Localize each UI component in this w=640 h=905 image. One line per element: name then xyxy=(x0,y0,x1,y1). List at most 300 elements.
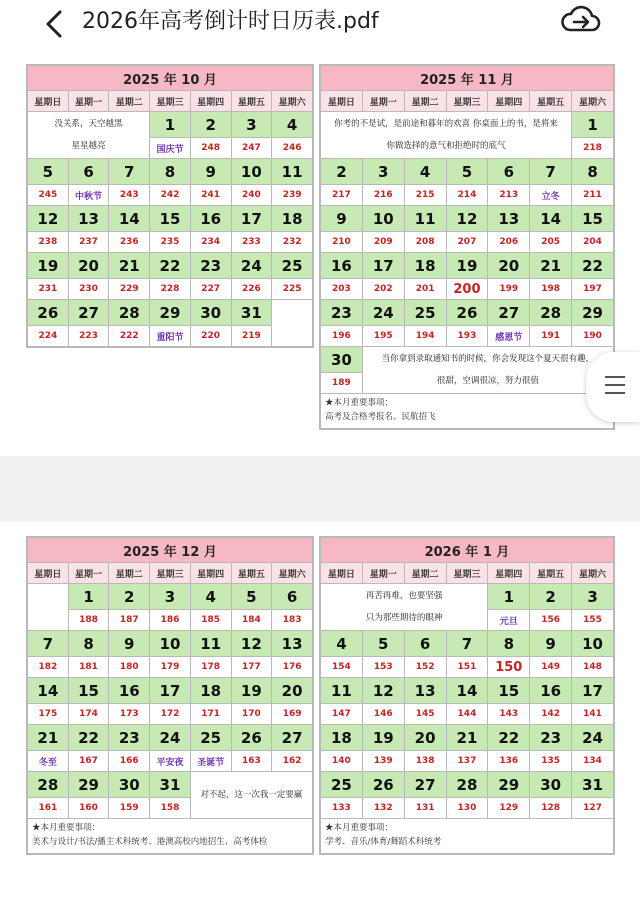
countdown-cell: 241 xyxy=(190,185,231,206)
date-cell: 11 xyxy=(272,159,313,185)
date-cell: 14 xyxy=(530,206,572,232)
notes-box xyxy=(28,819,313,854)
countdown-cell: 180 xyxy=(109,657,150,678)
quote-line: 你考的不是试，是前途和暮年的欢喜 你桌面上的书，是将来 xyxy=(334,119,558,129)
countdown-cell: 225 xyxy=(272,279,313,300)
date-cell: 10 xyxy=(362,206,404,232)
date-cell: 1 xyxy=(488,584,530,610)
date-cell: 9 xyxy=(321,206,363,232)
date-cell: 2 xyxy=(109,584,150,610)
month-title: 2026 年 1 月 xyxy=(321,538,614,563)
date-cell: 7 xyxy=(446,631,488,657)
countdown-cell: 140 xyxy=(321,751,363,772)
countdown-cell: 238 xyxy=(28,232,69,253)
countdown-cell: 217 xyxy=(321,185,363,206)
date-cell: 21 xyxy=(530,253,572,279)
countdown-cell: 173 xyxy=(109,704,150,725)
weekday-tue: 星期二 xyxy=(404,91,446,112)
date-cell: 20 xyxy=(404,725,446,751)
countdown-cell: 195 xyxy=(362,326,404,347)
date-cell: 20 xyxy=(272,678,313,704)
date-cell: 19 xyxy=(362,725,404,751)
date-cell: 28 xyxy=(109,300,150,326)
holiday-label: 平安夜 xyxy=(150,751,191,772)
date-cell: 31 xyxy=(572,772,614,798)
holiday-label: 圣诞节 xyxy=(190,751,231,772)
document-title: 2026年高考倒计时日历表.pdf xyxy=(82,9,379,34)
date-cell: 26 xyxy=(231,725,272,751)
notes-box xyxy=(321,819,614,854)
quote-line: 很甜，空调很凉，努力很值 xyxy=(436,376,539,386)
date-cell: 5 xyxy=(231,584,272,610)
countdown-cell: 188 xyxy=(68,610,109,631)
date-cell: 27 xyxy=(404,772,446,798)
back-arrow-icon[interactable] xyxy=(40,6,72,46)
countdown-cell: 234 xyxy=(190,232,231,253)
date-cell: 5 xyxy=(362,631,404,657)
date-cell: 8 xyxy=(68,631,109,657)
date-cell: 6 xyxy=(272,584,313,610)
date-cell: 29 xyxy=(572,300,614,326)
date-cell: 10 xyxy=(572,631,614,657)
month-title: 2025 年 12 月 xyxy=(28,538,313,563)
date-cell: 16 xyxy=(321,253,363,279)
date-cell: 19 xyxy=(28,253,69,279)
countdown-cell: 185 xyxy=(190,610,231,631)
date-cell: 15 xyxy=(488,678,530,704)
date-cell: 10 xyxy=(150,631,191,657)
countdown-cell: 222 xyxy=(109,326,150,347)
countdown-cell: 220 xyxy=(190,326,231,347)
date-cell: 28 xyxy=(28,772,69,798)
calendar-oct xyxy=(26,64,314,348)
notes-text: 学考、音乐/体育/舞蹈术科统考 xyxy=(325,837,442,847)
countdown-cell: 148 xyxy=(572,657,614,678)
weekday-thu: 星期四 xyxy=(488,563,530,584)
holiday-label: 中秋节 xyxy=(68,185,109,206)
weekday-fri: 星期五 xyxy=(530,563,572,584)
date-cell: 22 xyxy=(572,253,614,279)
date-cell: 24 xyxy=(572,725,614,751)
countdown-cell: 204 xyxy=(572,232,614,253)
date-cell: 14 xyxy=(446,678,488,704)
countdown-cell: 245 xyxy=(28,185,69,206)
countdown-cell: 246 xyxy=(272,138,313,159)
countdown-cell: 214 xyxy=(446,185,488,206)
date-cell: 28 xyxy=(530,300,572,326)
countdown-cell: 133 xyxy=(321,798,363,819)
countdown-cell: 156 xyxy=(530,610,572,631)
date-cell: 25 xyxy=(321,772,363,798)
countdown-cell: 218 xyxy=(572,138,614,159)
date-cell: 15 xyxy=(572,206,614,232)
weekday-thu: 星期四 xyxy=(190,563,231,584)
date-cell: 13 xyxy=(404,678,446,704)
date-cell: 16 xyxy=(190,206,231,232)
date-cell: 1 xyxy=(150,112,191,138)
countdown-cell: 224 xyxy=(28,326,69,347)
date-cell: 11 xyxy=(321,678,363,704)
date-cell: 24 xyxy=(150,725,191,751)
date-cell: 19 xyxy=(446,253,488,279)
date-cell: 25 xyxy=(190,725,231,751)
quote-box xyxy=(362,347,613,394)
date-cell: 23 xyxy=(109,725,150,751)
weekday-sun: 星期日 xyxy=(321,563,363,584)
weekday-mon: 星期一 xyxy=(68,563,109,584)
weekday-sat: 星期六 xyxy=(272,563,313,584)
countdown-cell: 175 xyxy=(28,704,69,725)
date-cell: 23 xyxy=(190,253,231,279)
date-cell: 13 xyxy=(488,206,530,232)
holiday-label: 立冬 xyxy=(530,185,572,206)
date-cell: 1 xyxy=(572,112,614,138)
countdown-cell: 210 xyxy=(321,232,363,253)
countdown-cell: 201 xyxy=(404,279,446,300)
date-cell: 20 xyxy=(68,253,109,279)
month-title: 2025 年 11 月 xyxy=(321,66,614,91)
date-cell: 9 xyxy=(190,159,231,185)
date-cell: 22 xyxy=(488,725,530,751)
countdown-cell: 213 xyxy=(488,185,530,206)
date-cell: 4 xyxy=(272,112,313,138)
countdown-cell: 143 xyxy=(488,704,530,725)
countdown-cell: 178 xyxy=(190,657,231,678)
date-cell: 11 xyxy=(190,631,231,657)
date-cell: 12 xyxy=(231,631,272,657)
quote-line: 你做选择的意气和拒绝时的底气 xyxy=(386,141,506,151)
weekday-tue: 星期二 xyxy=(404,563,446,584)
countdown-cell: 159 xyxy=(109,798,150,819)
date-cell: 27 xyxy=(272,725,313,751)
countdown-cell: 235 xyxy=(150,232,191,253)
countdown-cell: 162 xyxy=(272,751,313,772)
date-cell: 21 xyxy=(109,253,150,279)
countdown-cell: 136 xyxy=(488,751,530,772)
quote-box xyxy=(321,584,488,631)
countdown-cell: 202 xyxy=(362,279,404,300)
countdown-cell: 190 xyxy=(572,326,614,347)
date-cell: 22 xyxy=(68,725,109,751)
quote-box xyxy=(321,112,572,159)
cloud-upload-icon[interactable] xyxy=(560,0,602,40)
date-cell: 18 xyxy=(190,678,231,704)
holiday-label: 元旦 xyxy=(488,610,530,631)
holiday-label: 冬至 xyxy=(28,751,69,772)
date-cell: 18 xyxy=(321,725,363,751)
date-cell: 29 xyxy=(488,772,530,798)
date-cell: 6 xyxy=(68,159,109,185)
countdown-cell: 127 xyxy=(572,798,614,819)
holiday-label: 重阳节 xyxy=(150,326,191,347)
date-cell: 17 xyxy=(572,678,614,704)
countdown-cell: 226 xyxy=(231,279,272,300)
countdown-cell: 139 xyxy=(362,751,404,772)
countdown-cell: 152 xyxy=(404,657,446,678)
countdown-cell: 243 xyxy=(109,185,150,206)
date-cell: 18 xyxy=(404,253,446,279)
notes-title: ★本月重要事项： xyxy=(32,823,101,833)
date-cell: 25 xyxy=(272,253,313,279)
date-cell: 31 xyxy=(150,772,191,798)
countdown-cell: 216 xyxy=(362,185,404,206)
weekday-mon: 星期一 xyxy=(362,563,404,584)
date-cell: 24 xyxy=(231,253,272,279)
countdown-cell: 179 xyxy=(150,657,191,678)
date-cell: 27 xyxy=(68,300,109,326)
date-cell: 4 xyxy=(321,631,363,657)
countdown-cell: 183 xyxy=(272,610,313,631)
date-cell: 21 xyxy=(446,725,488,751)
empty-cell xyxy=(272,300,313,347)
quote-line: 星星越亮 xyxy=(71,141,106,151)
date-cell: 7 xyxy=(109,159,150,185)
weekday-tue: 星期二 xyxy=(109,91,150,112)
countdown-cell: 177 xyxy=(231,657,272,678)
countdown-cell: 191 xyxy=(530,326,572,347)
countdown-cell: 151 xyxy=(446,657,488,678)
quote-box xyxy=(190,772,312,819)
date-cell: 13 xyxy=(68,206,109,232)
date-cell: 31 xyxy=(231,300,272,326)
countdown-cell: 172 xyxy=(150,704,191,725)
countdown-cell: 186 xyxy=(150,610,191,631)
date-cell: 25 xyxy=(404,300,446,326)
countdown-cell: 158 xyxy=(150,798,191,819)
countdown-cell: 239 xyxy=(272,185,313,206)
countdown-cell-highlight: 150 xyxy=(488,657,530,678)
countdown-cell: 163 xyxy=(231,751,272,772)
countdown-cell: 176 xyxy=(272,657,313,678)
countdown-cell: 189 xyxy=(321,373,363,394)
countdown-cell: 208 xyxy=(404,232,446,253)
date-cell: 17 xyxy=(362,253,404,279)
weekday-sun: 星期日 xyxy=(28,91,69,112)
countdown-cell: 228 xyxy=(150,279,191,300)
weekday-thu: 星期四 xyxy=(488,91,530,112)
date-cell: 14 xyxy=(28,678,69,704)
countdown-cell: 141 xyxy=(572,704,614,725)
countdown-cell: 130 xyxy=(446,798,488,819)
weekday-mon: 星期一 xyxy=(362,91,404,112)
date-cell: 16 xyxy=(109,678,150,704)
date-cell: 14 xyxy=(109,206,150,232)
date-cell: 30 xyxy=(109,772,150,798)
date-cell: 9 xyxy=(530,631,572,657)
date-cell: 3 xyxy=(362,159,404,185)
countdown-cell: 146 xyxy=(362,704,404,725)
countdown-cell: 233 xyxy=(231,232,272,253)
date-cell: 8 xyxy=(488,631,530,657)
date-cell: 26 xyxy=(362,772,404,798)
date-cell: 2 xyxy=(190,112,231,138)
countdown-cell: 138 xyxy=(404,751,446,772)
date-cell: 30 xyxy=(321,347,363,373)
top-bar xyxy=(0,0,640,56)
date-cell: 15 xyxy=(68,678,109,704)
calendar-nov xyxy=(319,64,615,430)
menu-icon[interactable] xyxy=(586,352,640,422)
weekday-thu: 星期四 xyxy=(190,91,231,112)
countdown-cell: 170 xyxy=(231,704,272,725)
date-cell: 2 xyxy=(321,159,363,185)
date-cell: 12 xyxy=(362,678,404,704)
weekday-sun: 星期日 xyxy=(28,563,69,584)
date-cell: 27 xyxy=(488,300,530,326)
weekday-sat: 星期六 xyxy=(572,91,614,112)
countdown-cell: 187 xyxy=(109,610,150,631)
countdown-cell: 229 xyxy=(109,279,150,300)
countdown-cell: 219 xyxy=(231,326,272,347)
date-cell: 4 xyxy=(190,584,231,610)
calendar-jan xyxy=(319,536,615,855)
weekday-wed: 星期三 xyxy=(446,91,488,112)
weekday-fri: 星期五 xyxy=(231,563,272,584)
countdown-cell: 196 xyxy=(321,326,363,347)
date-cell: 7 xyxy=(530,159,572,185)
date-cell: 22 xyxy=(150,253,191,279)
countdown-cell: 132 xyxy=(362,798,404,819)
countdown-cell: 207 xyxy=(446,232,488,253)
countdown-cell: 194 xyxy=(404,326,446,347)
countdown-cell: 169 xyxy=(272,704,313,725)
countdown-cell: 137 xyxy=(446,751,488,772)
countdown-cell: 206 xyxy=(488,232,530,253)
countdown-cell: 147 xyxy=(321,704,363,725)
date-cell: 17 xyxy=(150,678,191,704)
quote-line: 对不起，这一次我一定要赢 xyxy=(200,790,303,800)
countdown-cell: 144 xyxy=(446,704,488,725)
date-cell: 9 xyxy=(109,631,150,657)
date-cell: 8 xyxy=(572,159,614,185)
date-cell: 3 xyxy=(150,584,191,610)
countdown-cell: 215 xyxy=(404,185,446,206)
countdown-cell: 193 xyxy=(446,326,488,347)
page-gap xyxy=(0,456,640,522)
month-title: 2025 年 10 月 xyxy=(28,66,313,91)
quote-line: 再苦再难，也要坚强 xyxy=(365,591,443,601)
countdown-cell: 149 xyxy=(530,657,572,678)
date-cell: 18 xyxy=(272,206,313,232)
countdown-cell: 184 xyxy=(231,610,272,631)
date-cell: 4 xyxy=(404,159,446,185)
countdown-cell: 145 xyxy=(404,704,446,725)
calendar-dec xyxy=(26,536,314,855)
notes-text: 美术与设计/书法/播主术科统考、港澳高校内地招生、高考体检 xyxy=(32,837,268,847)
date-cell: 6 xyxy=(488,159,530,185)
date-cell: 21 xyxy=(28,725,69,751)
countdown-cell: 174 xyxy=(68,704,109,725)
date-cell: 7 xyxy=(28,631,69,657)
countdown-cell: 231 xyxy=(28,279,69,300)
weekday-sat: 星期六 xyxy=(272,91,313,112)
countdown-cell: 247 xyxy=(231,138,272,159)
countdown-cell: 232 xyxy=(272,232,313,253)
date-cell: 5 xyxy=(446,159,488,185)
date-cell: 19 xyxy=(231,678,272,704)
quote-line: 只为那些期待的眼神 xyxy=(365,613,443,623)
countdown-cell: 237 xyxy=(68,232,109,253)
date-cell: 2 xyxy=(530,584,572,610)
date-cell: 12 xyxy=(446,206,488,232)
date-cell: 11 xyxy=(404,206,446,232)
weekday-fri: 星期五 xyxy=(231,91,272,112)
notes-box xyxy=(321,394,614,429)
date-cell: 24 xyxy=(362,300,404,326)
countdown-cell: 203 xyxy=(321,279,363,300)
countdown-cell: 223 xyxy=(68,326,109,347)
countdown-cell: 134 xyxy=(572,751,614,772)
countdown-cell: 131 xyxy=(404,798,446,819)
countdown-cell: 160 xyxy=(68,798,109,819)
countdown-cell: 166 xyxy=(109,751,150,772)
countdown-cell: 248 xyxy=(190,138,231,159)
countdown-cell: 230 xyxy=(68,279,109,300)
countdown-cell: 236 xyxy=(109,232,150,253)
countdown-cell: 197 xyxy=(572,279,614,300)
date-cell: 28 xyxy=(446,772,488,798)
date-cell: 13 xyxy=(272,631,313,657)
date-cell: 3 xyxy=(572,584,614,610)
notes-title: ★本月重要事项： xyxy=(325,398,394,408)
date-cell: 10 xyxy=(231,159,272,185)
countdown-cell: 171 xyxy=(190,704,231,725)
date-cell: 30 xyxy=(530,772,572,798)
weekday-fri: 星期五 xyxy=(530,91,572,112)
countdown-cell: 167 xyxy=(68,751,109,772)
date-cell: 23 xyxy=(530,725,572,751)
date-cell: 20 xyxy=(488,253,530,279)
countdown-cell-highlight: 200 xyxy=(446,279,488,300)
date-cell: 23 xyxy=(321,300,363,326)
countdown-cell: 242 xyxy=(150,185,191,206)
countdown-cell: 181 xyxy=(68,657,109,678)
weekday-wed: 星期三 xyxy=(446,563,488,584)
countdown-cell: 142 xyxy=(530,704,572,725)
notes-title: ★本月重要事项： xyxy=(325,823,394,833)
countdown-cell: 209 xyxy=(362,232,404,253)
countdown-cell: 211 xyxy=(572,185,614,206)
countdown-cell: 161 xyxy=(28,798,69,819)
countdown-cell: 227 xyxy=(190,279,231,300)
date-cell: 8 xyxy=(150,159,191,185)
weekday-tue: 星期二 xyxy=(109,563,150,584)
date-cell: 29 xyxy=(150,300,191,326)
date-cell: 17 xyxy=(231,206,272,232)
weekday-mon: 星期一 xyxy=(68,91,109,112)
weekday-sun: 星期日 xyxy=(321,91,363,112)
weekday-wed: 星期三 xyxy=(150,563,191,584)
date-cell: 5 xyxy=(28,159,69,185)
pdf-page-1 xyxy=(0,56,640,456)
countdown-cell: 154 xyxy=(321,657,363,678)
date-cell: 15 xyxy=(150,206,191,232)
date-cell: 6 xyxy=(404,631,446,657)
date-cell: 3 xyxy=(231,112,272,138)
weekday-wed: 星期三 xyxy=(150,91,191,112)
quote-line: 当你拿到录取通知书的时候，你会发现这个夏天很有趣， xyxy=(381,354,595,364)
date-cell: 16 xyxy=(530,678,572,704)
weekday-sat: 星期六 xyxy=(572,563,614,584)
countdown-cell: 182 xyxy=(28,657,69,678)
countdown-cell: 205 xyxy=(530,232,572,253)
empty-cell xyxy=(28,584,69,631)
holiday-label: 感恩节 xyxy=(488,326,530,347)
date-cell: 29 xyxy=(68,772,109,798)
countdown-cell: 155 xyxy=(572,610,614,631)
date-cell: 26 xyxy=(446,300,488,326)
date-cell: 1 xyxy=(68,584,109,610)
